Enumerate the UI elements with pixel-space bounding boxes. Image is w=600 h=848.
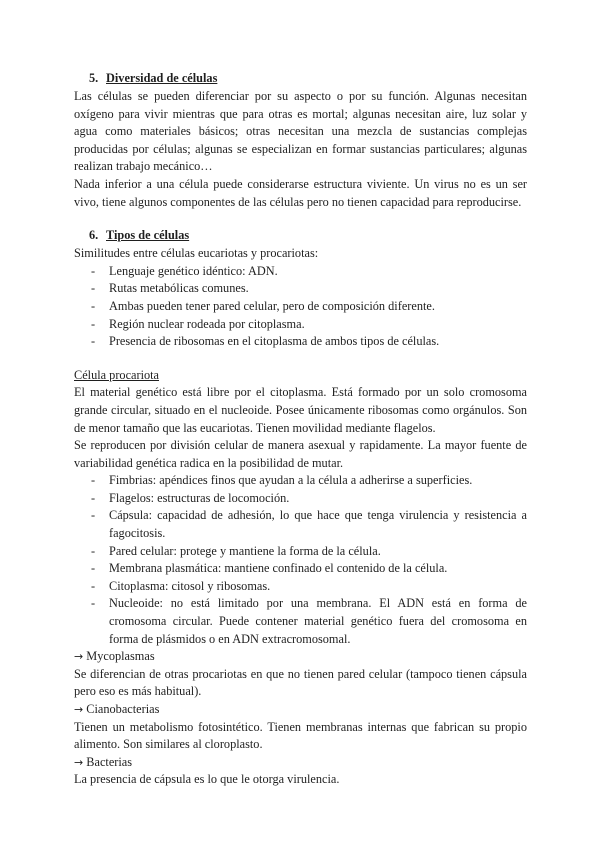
bacterias-label: Bacterias bbox=[86, 754, 133, 769]
arrow-right-icon: → bbox=[74, 703, 84, 716]
section-6-intro: Similitudes entre células eucariotas y procariotas: bbox=[74, 246, 319, 261]
section-6-title: Tipos de células bbox=[106, 228, 190, 243]
arrow-right-icon: → bbox=[74, 650, 84, 664]
procariota-paragraph-1: El material genético está libre por el citoplasma. Está formado por un solo cromosoma grande circular, situado en el nucleoide. Posee únicamente ribosomas como orgánulos. Son de menor tamaño que las eucariotas. Tienen movilidad mediante flagelos. bbox=[74, 385, 527, 435]
list-item: - Rutas metabólicas comunes. bbox=[74, 280, 527, 298]
list-item: - Cápsula: capacidad de adhesión, lo que hace que tenga virulencia y resistencia a fagocitosis. bbox=[74, 507, 527, 542]
bacterias-heading bbox=[74, 754, 527, 772]
list-item: - Flagelos: estructuras de locomoción. bbox=[74, 490, 527, 508]
mycoplasmas-heading bbox=[74, 648, 527, 666]
structures-list bbox=[74, 472, 527, 648]
section-5-number: 5. bbox=[89, 71, 99, 85]
list-item: - Presencia de ribosomas en el citoplasma de ambos tipos de células. bbox=[74, 333, 527, 351]
section-6-heading bbox=[89, 227, 527, 245]
list-item: - Fimbrias: apéndices finos que ayudan a la célula a adherirse a superficies. bbox=[74, 472, 527, 490]
list-item: - Membrana plasmática: mantiene confinado el contenido de la célula. bbox=[74, 560, 527, 578]
mycoplasmas-label: Mycoplasmas bbox=[86, 649, 155, 664]
procariota-heading: Célula procariota bbox=[74, 367, 160, 382]
arrow-right-icon: → bbox=[74, 755, 84, 769]
cianobacterias-label: Cianobacterias bbox=[86, 702, 160, 716]
cianobacterias-text: Tienen un metabolismo fotosintético. Tienen membranas internas que fabrican su propio alimento. Son similares al cloroplasto. bbox=[74, 719, 527, 752]
section-5-paragraph-1: Las células se pueden diferenciar por su aspecto o por su función. Algunas necesitan oxígeno para vivir mientras que para otras es mortal; algunas necesitan aire, luz solar y agua como materiales básicos; otras necesitan una mezcla de sustancias complejas producidas por células; algunas se especializan en formar sustancias particulares; algunas realizan trabajo mecánico… bbox=[74, 89, 527, 174]
list-item: - Pared celular: protege y mantiene la forma de la célula. bbox=[74, 543, 527, 561]
document-page bbox=[74, 70, 527, 789]
list-item: - Región nuclear rodeada por citoplasma. bbox=[74, 316, 527, 334]
list-item: - Nucleoide: no está limitado por una membrana. El ADN está en forma de cromosoma circular. Puede contener material genético fuera del cromosoma en forma de plásmidos o en ADN extracromosomal. bbox=[74, 595, 527, 648]
similarities-list bbox=[74, 263, 527, 351]
bacterias-text: La presencia de cápsula es lo que le otorga virulencia. bbox=[74, 772, 340, 787]
cianobacterias-heading bbox=[74, 701, 527, 719]
section-6-number: 6. bbox=[89, 228, 99, 243]
list-item: - Citoplasma: citosol y ribosomas. bbox=[74, 578, 527, 596]
section-5-paragraph-2: Nada inferior a una célula puede considerarse estructura viviente. Un virus no es un ser vivo, tiene algunos componentes de las células pero no tienen capacidad para reproducirse. bbox=[74, 176, 527, 209]
procariota-paragraph-2: Se reproducen por división celular de manera asexual y rapidamente. La mayor fuente de variabilidad genética radica en la posibilidad de mutar. bbox=[74, 438, 527, 470]
list-item: - Ambas pueden tener pared celular, pero de composición diferente. bbox=[74, 298, 527, 316]
mycoplasmas-text: Se diferencian de otras procariotas en que no tienen pared celular (tampoco tienen cápsula pero eso es más habitual). bbox=[74, 666, 527, 699]
list-item: - Lenguaje genético idéntico: ADN. bbox=[74, 263, 527, 281]
section-5-heading bbox=[89, 70, 527, 88]
section-5-title: Diversidad de células bbox=[106, 71, 218, 85]
